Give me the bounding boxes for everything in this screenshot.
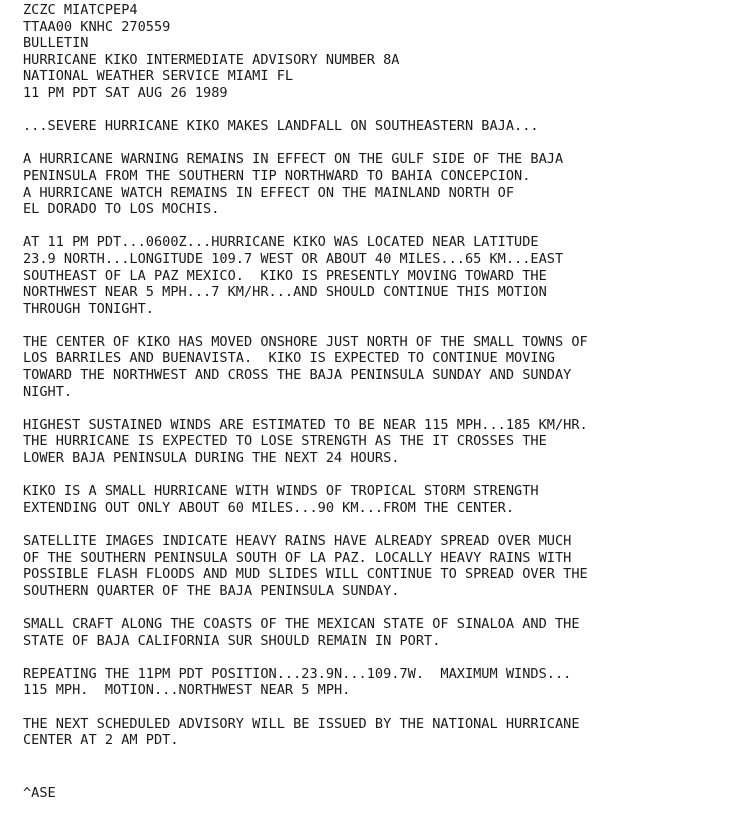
paragraph-line: EXTENDING OUT ONLY ABOUT 60 MILES...90 KM...FROM THE CENTER. [23,499,515,516]
paragraph-location [23,234,728,317]
header-line: TTAA00 KNHC 270559 [23,18,171,35]
paragraph-line: NIGHT. [23,383,73,400]
paragraph-next-advisory [23,716,728,749]
paragraph-line: LOS BARRILES AND BUENAVISTA. KIKO IS EXPECTED TO CONTINUE MOVING [23,350,555,367]
paragraph-warnings [23,151,728,217]
paragraph-line: KIKO IS A SMALL HURRICANE WITH WINDS OF TROPICAL STORM STRENGTH [23,483,539,500]
paragraph-line: 23.9 NORTH...LONGITUDE 109.7 WEST OR ABOUT 40 MILES...65 KM...EAST [23,250,564,267]
paragraph-small-craft [23,616,728,649]
paragraph-line: AT 11 PM PDT...0600Z...HURRICANE KIKO WAS LOCATED NEAR LATITUDE [23,234,539,251]
paragraph-winds [23,417,728,467]
paragraph-rains [23,533,728,599]
header-line: BULLETIN [23,35,89,52]
paragraph-line: SATELLITE IMAGES INDICATE HEAVY RAINS HAVE ALREADY SPREAD OVER MUCH [23,533,572,549]
paragraph-line: REPEATING THE 11PM PDT POSITION...23.9N...109.7W. MAXIMUM WINDS... [23,665,572,682]
paragraph-line: 115 MPH. MOTION...NORTHWEST NEAR 5 MPH. [23,682,351,699]
paragraph-line: OF THE SOUTHERN PENINSULA SOUTH OF LA PAZ. LOCALLY HEAVY RAINS WITH [23,549,572,566]
headline: ...SEVERE HURRICANE KIKO MAKES LANDFALL ON SOUTHEASTERN BAJA... [23,118,539,135]
paragraph-line: SMALL CRAFT ALONG THE COASTS OF THE MEXICAN STATE OF SINALOA AND THE [23,615,580,632]
advisory-document [23,2,728,765]
paragraph-line: SOUTHERN QUARTER OF THE BAJA PENINSULA SUNDAY. [23,582,400,599]
advisory-title: HURRICANE KIKO INTERMEDIATE ADVISORY NUMBER 8A [23,51,400,68]
headline-block [23,118,728,135]
paragraph-line: THE HURRICANE IS EXPECTED TO LOSE STRENGTH AS THE IT CROSSES THE [23,433,547,450]
bulletin-header [23,2,728,102]
paragraph-line: SOUTHEAST OF LA PAZ MEXICO. KIKO IS PRESENTLY MOVING TOWARD THE [23,267,547,284]
paragraph-line: THE NEXT SCHEDULED ADVISORY WILL BE ISSUED BY THE NATIONAL HURRICANE [23,715,580,732]
paragraph-line: PENINSULA FROM THE SOUTHERN TIP NORTHWARD TO BAHIA CONCEPCION. [23,167,531,184]
issue-time: 11 PM PDT SAT AUG 26 1989 [23,84,228,101]
paragraph-movement [23,334,728,400]
paragraph-line: HIGHEST SUSTAINED WINDS ARE ESTIMATED TO BE NEAR 115 MPH...185 KM/HR. [23,416,588,433]
paragraph-line: TOWARD THE NORTHWEST AND CROSS THE BAJA PENINSULA SUNDAY AND SUNDAY [23,367,572,384]
paragraph-line: LOWER BAJA PENINSULA DURING THE NEXT 24 HOURS. [23,450,400,467]
paragraph-line: STATE OF BAJA CALIFORNIA SUR SHOULD REMAIN IN PORT. [23,632,441,649]
paragraph-line: THE CENTER OF KIKO HAS MOVED ONSHORE JUST NORTH OF THE SMALL TOWNS OF [23,333,588,350]
paragraph-line: CENTER AT 2 AM PDT. [23,732,179,749]
footer-signoff: ^ASE [23,785,56,801]
issuing-office: NATIONAL WEATHER SERVICE MIAMI FL [23,68,294,85]
paragraph-size [23,483,728,516]
paragraph-repeat-position [23,666,728,699]
paragraph-line: THROUGH TONIGHT. [23,300,154,317]
paragraph-line: EL DORADO TO LOS MOCHIS. [23,201,220,218]
paragraph-line: POSSIBLE FLASH FLOODS AND MUD SLIDES WILL CONTINUE TO SPREAD OVER THE [23,566,588,583]
paragraph-line: NORTHWEST NEAR 5 MPH...7 KM/HR...AND SHOULD CONTINUE THIS MOTION [23,284,547,301]
paragraph-line: A HURRICANE WATCH REMAINS IN EFFECT ON THE MAINLAND NORTH OF [23,184,515,201]
paragraph-line: A HURRICANE WARNING REMAINS IN EFFECT ON THE GULF SIDE OF THE BAJA [23,151,564,168]
header-line: ZCZC MIATCPEP4 [23,2,138,18]
